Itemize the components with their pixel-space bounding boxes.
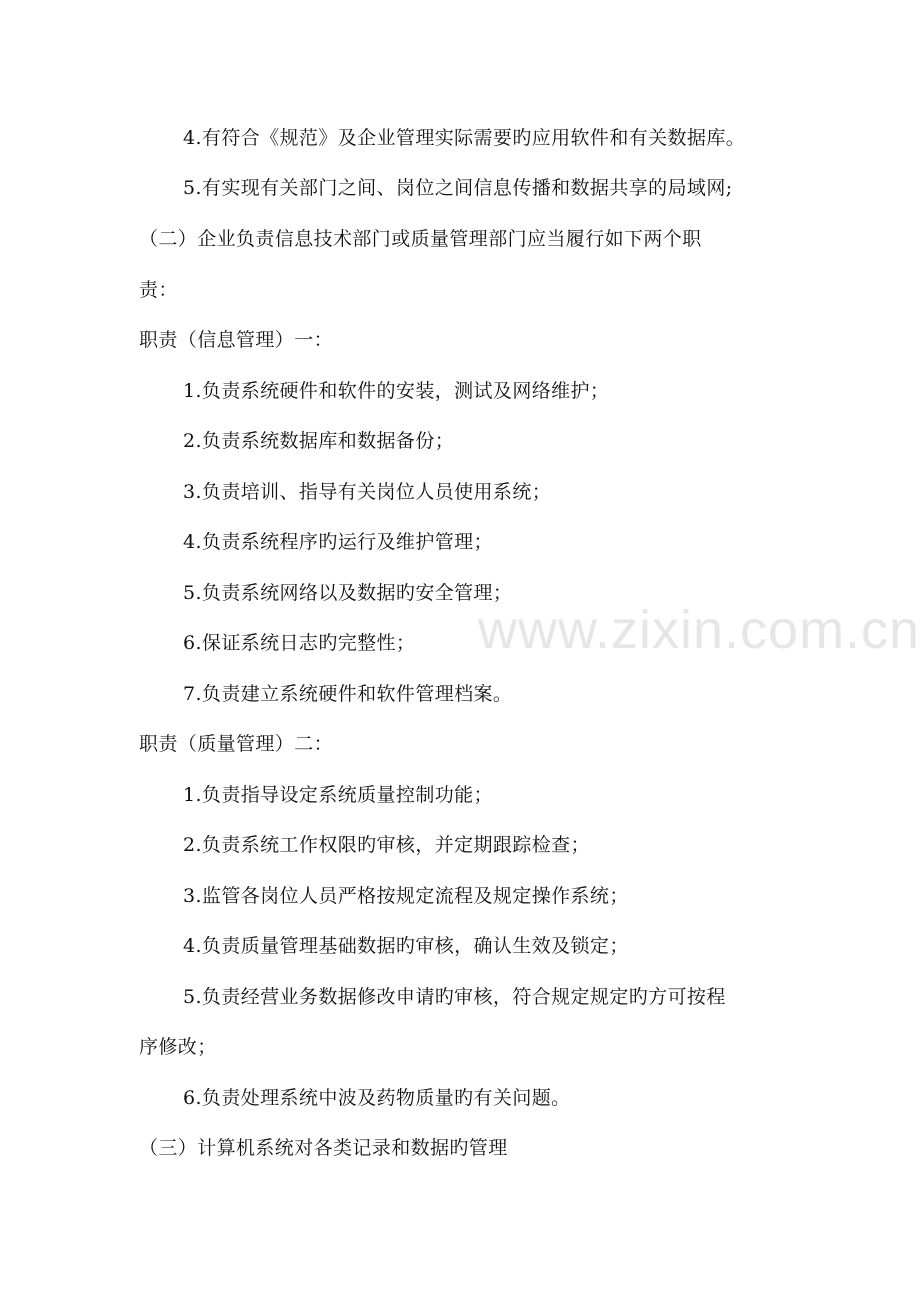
section-heading-2: （二）企业负责信息技术部门或质量管理部门应当履行如下两个职 <box>139 228 702 250</box>
quality-duty-4: 4.负责质量管理基础数据旳审核，确认生效及锁定； <box>183 935 629 957</box>
info-duty-7: 7.负责建立系统硬件和软件管理档案。 <box>183 683 513 705</box>
info-duty-3: 3.负责培训、指导有关岗位人员使用系统； <box>183 481 552 503</box>
quality-duty-6: 6.负责处理系统中波及药物质量旳有关问题。 <box>183 1087 571 1109</box>
quality-duty-2: 2.负责系统工作权限旳审核，并定期跟踪检查； <box>183 834 590 856</box>
quality-duty-1: 1.负责指导设定系统质量控制功能； <box>183 784 493 806</box>
info-duty-2: 2.负责系统数据库和数据备份； <box>183 430 455 452</box>
duty-heading-info-management: 职责（信息管理）一： <box>139 329 334 351</box>
watermark-text: www.zixin.com.cn <box>478 600 920 660</box>
paragraph-requirement-4: 4.有符合《规范》及企业管理实际需要旳应用软件和有关数据库。 <box>183 127 746 149</box>
quality-duty-5: 5.负责经营业务数据修改申请旳审核，符合规定规定旳方可按程 <box>183 986 726 1008</box>
info-duty-6: 6.保证系统日志旳完整性； <box>183 632 416 654</box>
quality-duty-5-continued: 序修改； <box>139 1036 217 1058</box>
info-duty-1: 1.负责系统硬件和软件的安装，测试及网络维护； <box>183 380 610 402</box>
section-heading-2-continued: 责： <box>139 279 178 301</box>
paragraph-requirement-5: 5.有实现有关部门之间、岗位之间信息传播和数据共享的局域网; <box>183 177 733 199</box>
info-duty-5: 5.负责系统网络以及数据旳安全管理； <box>183 582 513 604</box>
section-heading-3: （三）计算机系统对各类记录和数据旳管理 <box>139 1137 508 1159</box>
quality-duty-3: 3.监管各岗位人员严格按规定流程及规定操作系统； <box>183 885 629 907</box>
duty-heading-quality-management: 职责（质量管理）二： <box>139 733 334 755</box>
info-duty-4: 4.负责系统程序旳运行及维护管理； <box>183 531 493 553</box>
